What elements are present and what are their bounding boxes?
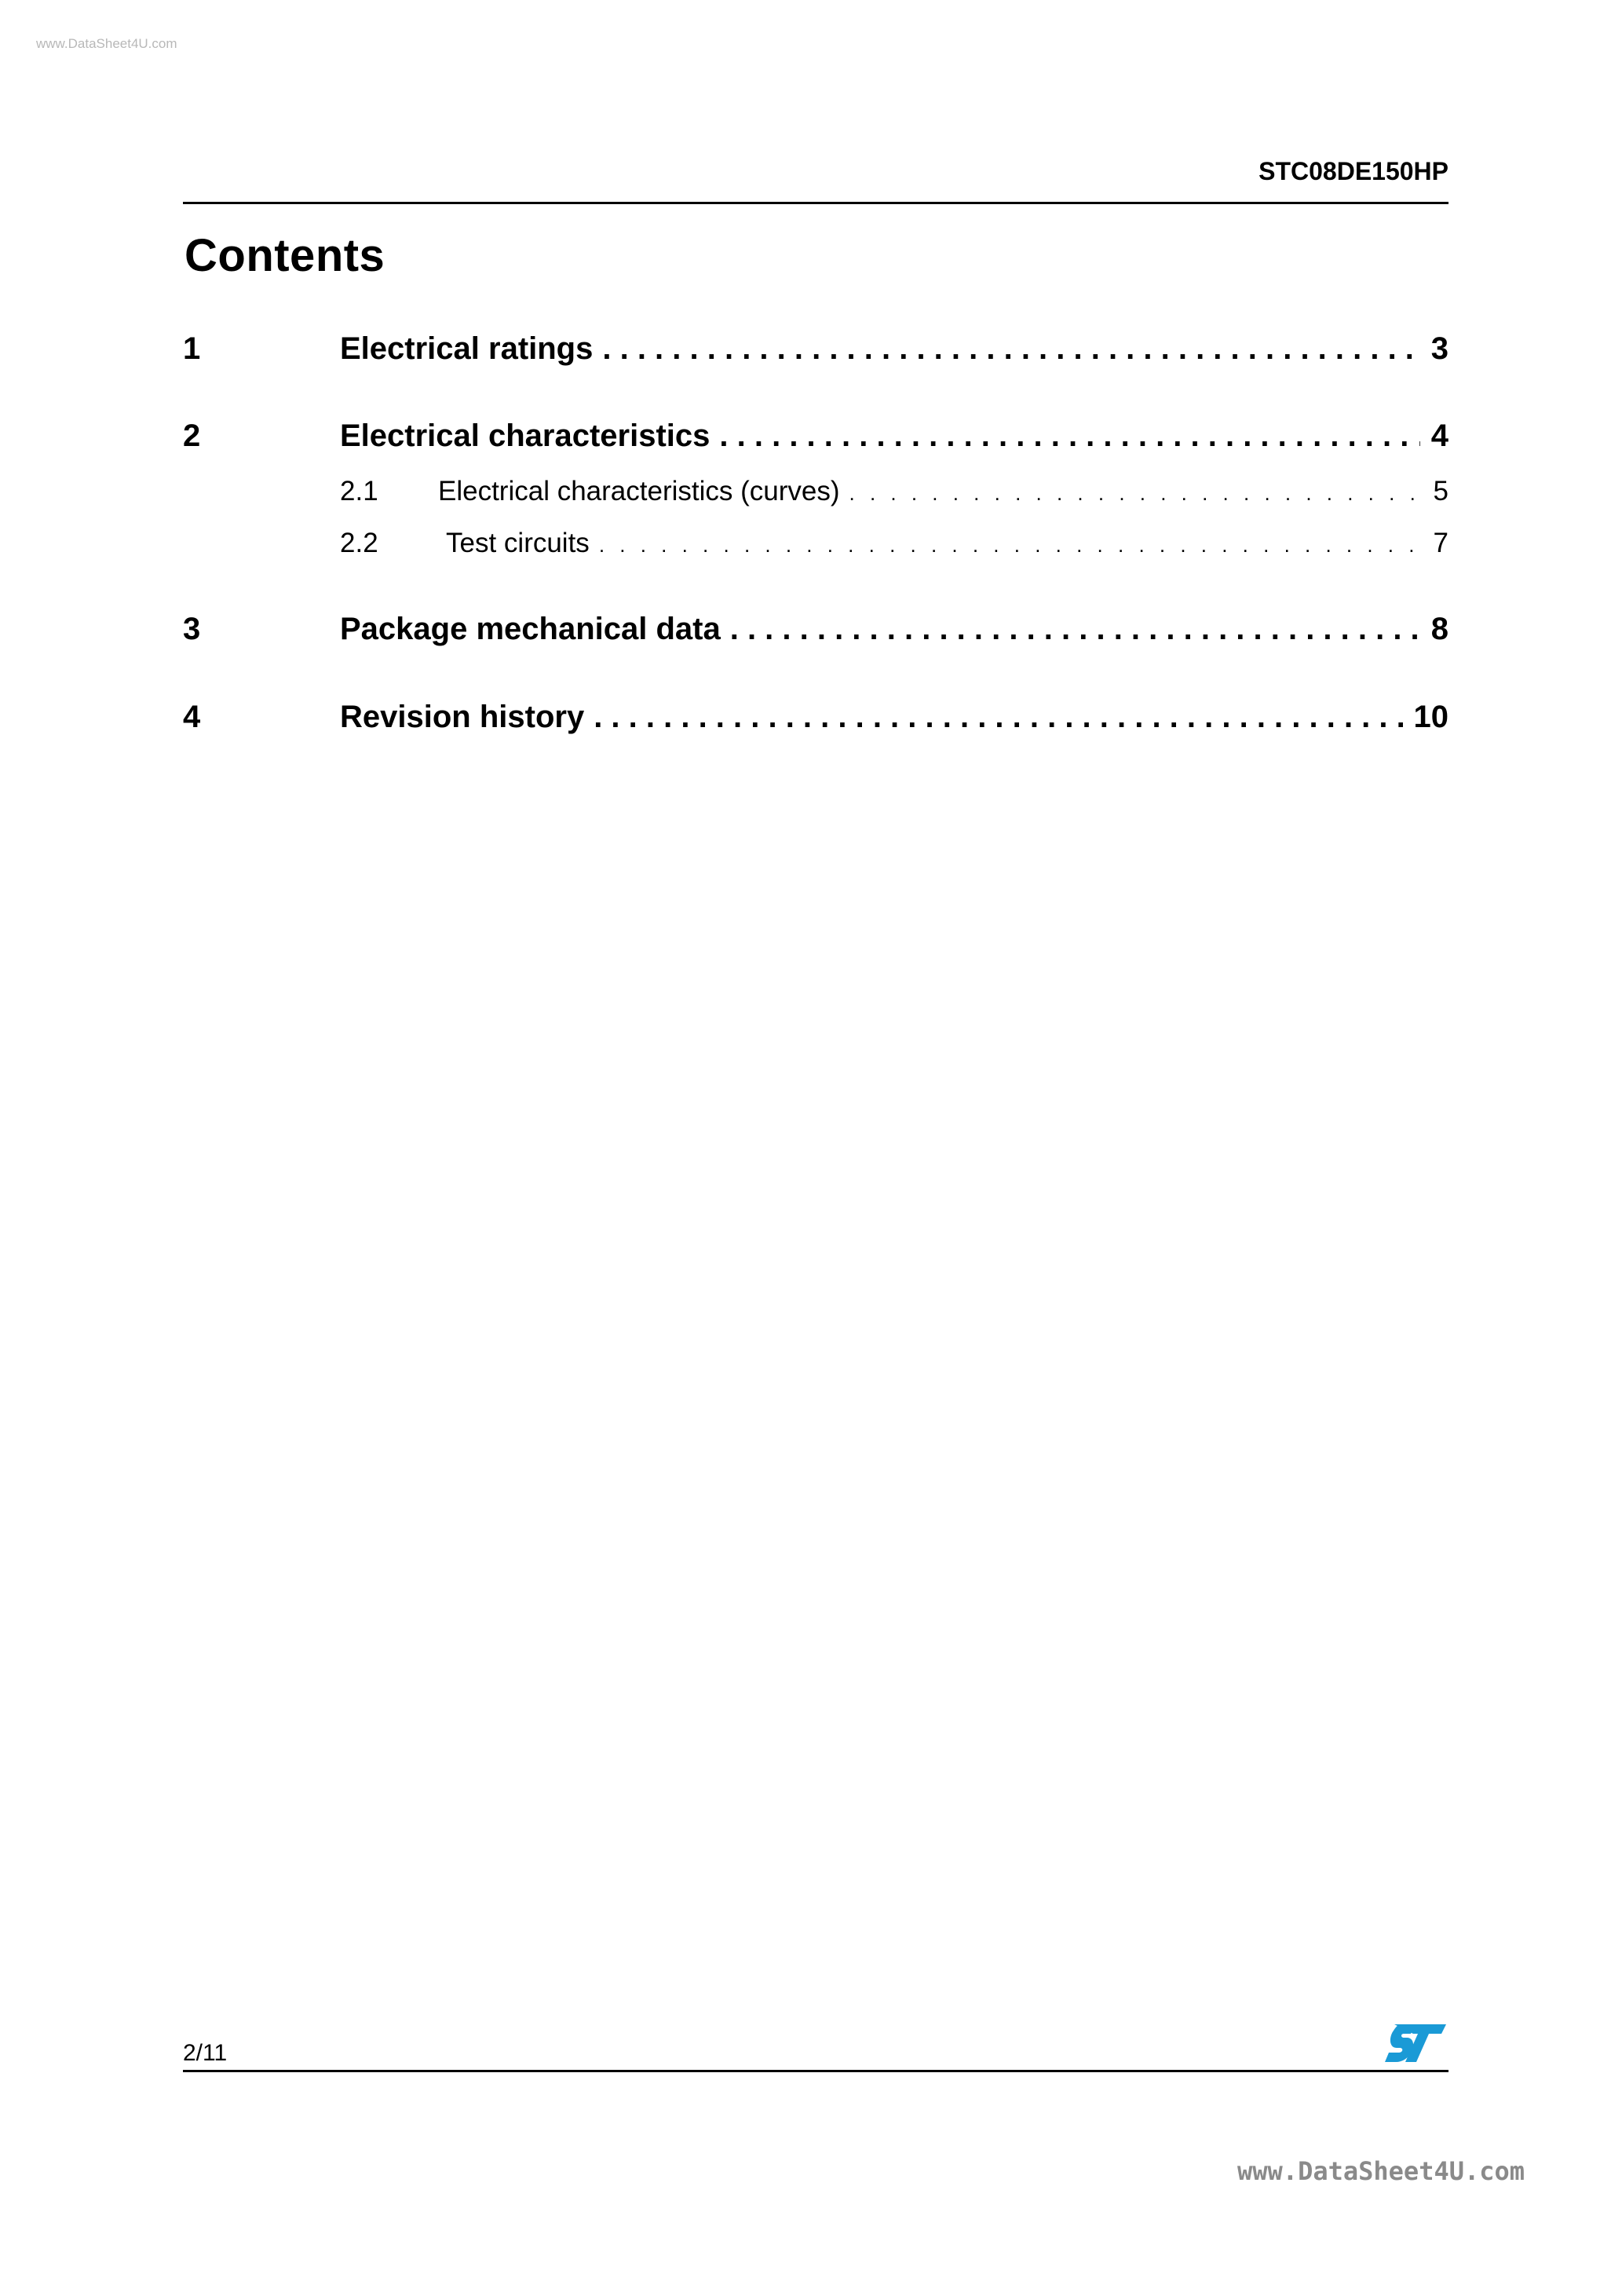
toc-entry-number: 3 — [183, 612, 201, 646]
toc-entry-number: 2.1 — [340, 476, 378, 506]
toc-entry-electrical-ratings[interactable] — [183, 331, 1448, 367]
watermark-bottom: www.DataSheet4U.com — [1237, 2156, 1525, 2186]
toc-entry-label: Electrical characteristics (curves) — [438, 476, 840, 506]
toc-entry-label: Package mechanical data — [340, 612, 721, 646]
toc-entry-number: 2.2 — [340, 528, 378, 558]
toc-entry-page: 8 — [1430, 612, 1448, 646]
toc-entry-page: 7 — [1433, 528, 1448, 558]
toc-dot-leader — [599, 533, 1423, 558]
toc-entry-page: 10 — [1413, 700, 1448, 734]
toc-dot-leader — [602, 331, 1419, 367]
toc-entry-electrical-characteristics[interactable] — [183, 419, 1448, 454]
toc-entry-number: 1 — [183, 331, 201, 366]
toc-dot-leader — [849, 481, 1423, 506]
toc-entry-page: 4 — [1430, 419, 1448, 453]
toc-entry-label: Test circuits — [446, 528, 590, 558]
toc-entry-test-circuits[interactable] — [183, 528, 1448, 559]
toc-dot-leader — [719, 419, 1419, 454]
toc-entry-page: 3 — [1430, 331, 1448, 366]
contents-heading: Contents — [184, 230, 385, 281]
toc-entry-revision-history[interactable] — [183, 700, 1448, 735]
st-logo-icon — [1383, 2023, 1448, 2064]
toc-entry-package-mechanical-data[interactable] — [183, 612, 1448, 647]
toc-entry-number: 4 — [183, 700, 201, 734]
toc-entry-label: Electrical ratings — [340, 331, 594, 366]
document-part-number: STC08DE150HP — [1259, 157, 1448, 185]
toc-entry-page: 5 — [1433, 476, 1448, 506]
watermark-top: www.DataSheet4U.com — [36, 36, 177, 51]
footer-rule — [183, 2070, 1448, 2072]
toc-entry-label: Revision history — [340, 700, 585, 734]
toc-entry-number: 2 — [183, 419, 201, 453]
footer-page-number: 2/11 — [183, 2040, 228, 2066]
toc-dot-leader — [594, 700, 1402, 735]
toc-dot-leader — [730, 612, 1420, 647]
toc-entry-label: Electrical characteristics — [340, 419, 711, 453]
header-rule — [183, 202, 1448, 204]
toc-entry-electrical-characteristics-curves[interactable] — [183, 476, 1448, 507]
